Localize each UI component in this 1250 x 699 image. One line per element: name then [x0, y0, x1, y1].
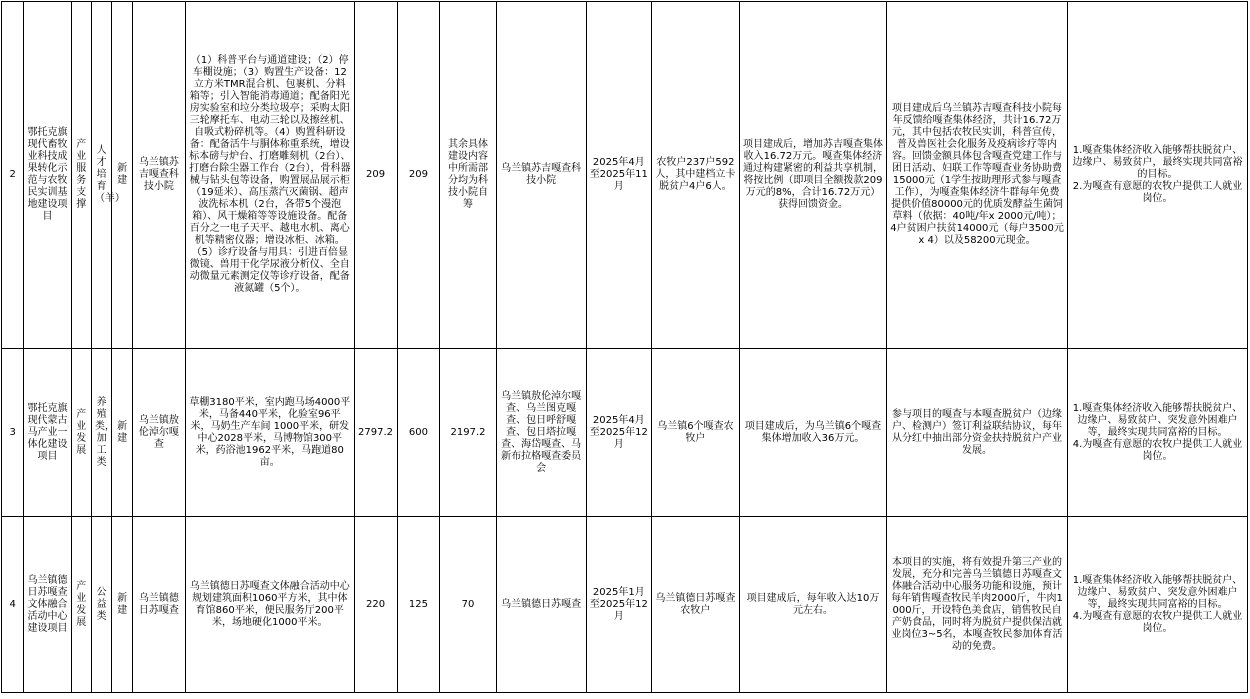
implementation-period: 2025年1月至2025年12月: [586, 517, 651, 693]
fiscal-funds: 600: [397, 349, 440, 517]
construction-nature: 新建: [112, 2, 132, 349]
construction-nature: 新建: [112, 349, 132, 517]
project-subtype: 公益类: [91, 517, 111, 693]
project-name: 鄂托克旗现代蒙古马产业一体化建设项目: [24, 349, 71, 517]
benefit-linkage: 本项目的实施，将有效提升第三产业的发展，充分和完善乌兰镇德日苏嘎查文体融合活动中心服务功能和设施，预计每年销售嘎查牧民羊肉2000斤，牛肉1000斤，开设特色美食店，销售牧民自产奶食品，同时将为脱贫户提供保洁就业岗位3~5名，本嘎查牧民参加体育活动的免费。: [887, 517, 1068, 693]
project-category: 产业发展: [71, 349, 91, 517]
implementation-period: 2025年4月至2025年11月: [586, 2, 651, 349]
project-site: 乌兰镇苏吉嘎查科技小院: [132, 2, 185, 349]
implementing-unit: 乌兰镇苏吉嘎查科技小院: [496, 2, 586, 349]
row-number: 4: [2, 517, 24, 693]
construction-nature: 新建: [112, 517, 132, 693]
performance-target: 项目建成后，为乌兰镇6个嘎查集体增加收入36万元。: [739, 349, 886, 517]
fiscal-funds: 125: [397, 517, 440, 693]
performance-target: 项目建成后，增加苏吉嘎查集体收入16.72万元。嘎查集体经济通过构建紧密的利益共享机制，将按比例（即项目全额拨款209万元的8%，合计16.72万元）获得回馈资金。: [739, 2, 886, 349]
benefit-linkage: 参与项目的嘎查与本嘎查脱贫户（边缘户、检测户）签订利益联结协议，每年从分红中抽出部分资金扶持脱贫户产业发展。: [887, 349, 1068, 517]
table-row: [2, 349, 1248, 517]
project-subtype: 养殖类，加工类: [91, 349, 111, 517]
implementing-unit: 乌兰镇敖伦淖尔嘎查、乌兰图克嘎查、包日呼舒嘎查、包日塔拉嘎查、海岱嘎查、马新布拉格嘎查委员会: [496, 349, 586, 517]
project-name: 乌兰镇德日苏嘎查文体融合活动中心建设项目: [24, 517, 71, 693]
implementation-period: 2025年4月至2025年12月: [586, 349, 651, 517]
row-number: 3: [2, 349, 24, 517]
poverty-mechanism: 1.嘎查集体经济收入能够帮扶脱贫户、边缘户、易致贫户、突发意外困难户等，最终实现共同富裕的目标。 4.为嘎查有意愿的农牧户提供工人就业岗位。: [1067, 517, 1247, 693]
project-table: [1, 1, 1248, 693]
construction-content: 草棚3180平米，室内跑马场4000平米，马备440平米，化验室96平米，马奶生产车间 1000平米，研发中心2028平米，马博物馆300平米，药浴池1962平米，马跑道80亩。: [185, 349, 354, 517]
self-raised-funds: 2197.2: [440, 349, 496, 517]
poverty-mechanism: 1.嘎查集体经济收入能够帮扶脱贫户、边缘户、易致贫户、突发意外困难户等，最终实现共同富裕的目标。 4.为嘎查有意愿的农牧户提供工人就业岗位。: [1067, 349, 1247, 517]
table-row: [2, 2, 1248, 349]
row-number: 2: [2, 2, 24, 349]
self-raised-funds: 70: [440, 517, 496, 693]
construction-content: （1）科普平台与通道建设；（2）停车棚设施；（3）购置生产设备：12立方米TMR混合机、包裹机、分料箱等；引入智能消毒通道；配备阳光房实验室和垃分类垃圾亭；采购太阳三轮摩托车、电动三轮以及擦丝机、自吸式粉碎机等。（4）购置科研设备：配备活牛与胴体称重系统，增设标本磅与炉台、打磨雕刻机（2台）、打磨台除尘器工作台（2台），骨科器械与钻头包等设备，购置展品展示柜（19延米）、高压蒸汽灭菌锅、超声波洗标本机（2台，各带5个漫泡箱）、风干燥箱等等设施设备。配备百分之一电子天平、越电水机、离心机等精密仪器；增设冰柜、冰箱。（5）诊疗设备与用具：引进百倍显微镜、兽用干化学尿液分析仪、全自动微量元素测定仪等诊疗设备，配备液氮罐（5个）。: [185, 2, 354, 349]
beneficiaries: 乌兰镇6个嘎查农牧户: [651, 349, 739, 517]
total-investment: 2797.2: [354, 349, 397, 517]
implementing-unit: 乌兰镇德日苏嘎查: [496, 517, 586, 693]
project-site: 乌兰镇敖伦淖尔嘎查: [132, 349, 185, 517]
project-name: 鄂托克旗现代畜牧业科技成果转化示范与农牧民实训基地建设项目: [24, 2, 71, 349]
table-row: [2, 517, 1248, 693]
poverty-mechanism: 1.嘎查集体经济收入能够帮扶脱贫户、边缘户、易致贫户，最终实现共同富裕的目标。 2.为嘎查有意愿的农牧户提供工人就业岗位。: [1067, 2, 1247, 349]
beneficiaries: 乌兰镇德日苏嘎查农牧户: [651, 517, 739, 693]
beneficiaries: 农牧户237户592人，其中建档立卡脱贫户4户6人。: [651, 2, 739, 349]
project-category: 产业服务支撑: [71, 2, 91, 349]
project-site: 乌兰镇德日苏嘎查: [132, 517, 185, 693]
project-subtype: 人才培育（羊）: [91, 2, 111, 349]
construction-content: 乌兰镇德日苏嘎查文体融合活动中心规划建筑面积1060平方米，其中体育馆860平米，便民服务厅200平米，场地硬化1000平米。: [185, 517, 354, 693]
total-investment: 220: [354, 517, 397, 693]
project-category: 产业发展: [71, 517, 91, 693]
performance-target: 项目建成后，每年收入达10万元左右。: [739, 517, 886, 693]
total-investment: 209: [354, 2, 397, 349]
benefit-linkage: 项目建成后乌兰镇苏吉嘎查科技小院每年反馈给嘎查集体经济，共计16.72万元，其中包括农牧民实训，科普宣传，普及兽医社会化服务及疫病诊疗等内容。回馈金额具体包含嘎查党建工作与团日活动、妇联工作等嘎查业务协助费15000元（1学生按助理形式参与嘎查工作），为嘎查集体经济牛群每年免费提供价值80000元的优质发酵益生菌饲草料（依据：40吨/年x 2000元/吨）；4户贫困户扶贫14000元（每户3500元 x 4）以及58200元现金。: [887, 2, 1068, 349]
fiscal-funds: 209: [397, 2, 440, 349]
self-raised-funds: 其余具体建设内容中所需部分均为科技小院自筹: [440, 2, 496, 349]
